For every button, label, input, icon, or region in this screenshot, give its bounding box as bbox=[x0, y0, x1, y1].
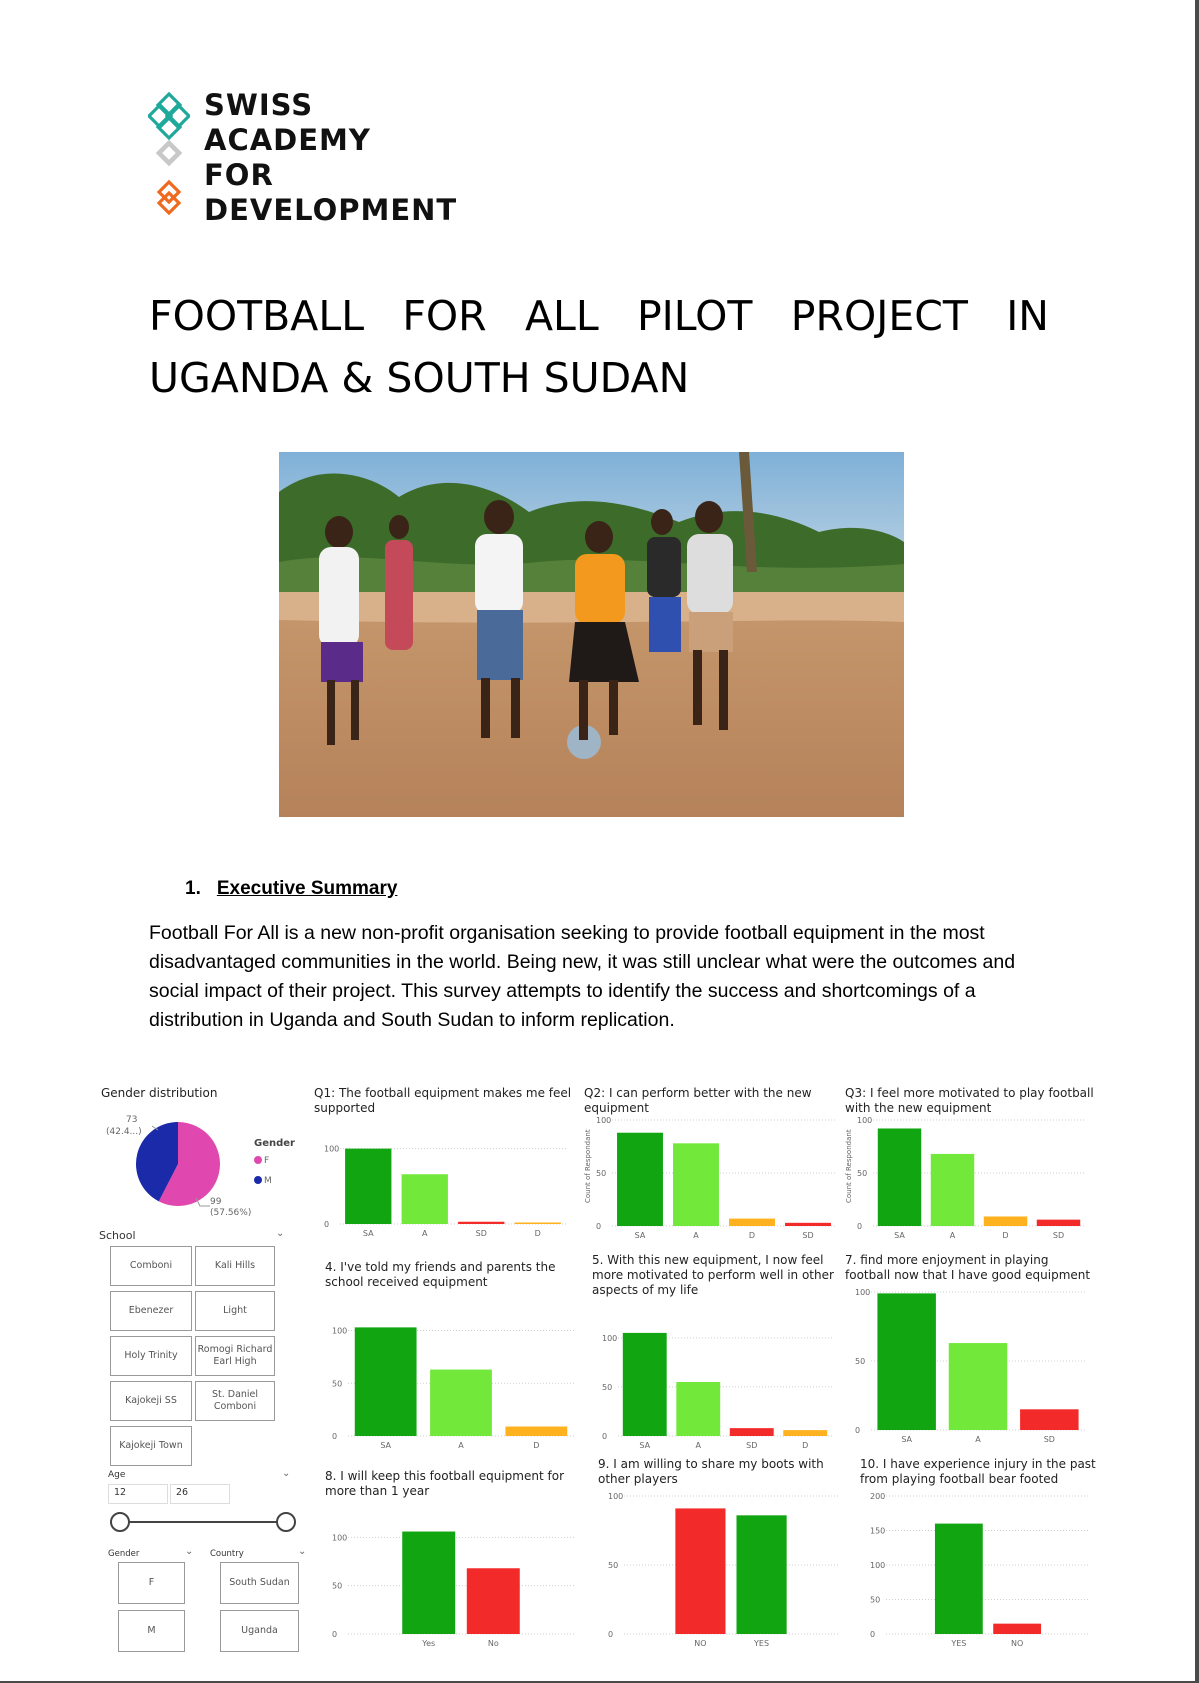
x-tick-label: NO bbox=[1011, 1639, 1024, 1648]
bar-no bbox=[675, 1508, 725, 1634]
y-tick-label: 100 bbox=[596, 1116, 612, 1125]
school-tile[interactable]: Kajokeji Town bbox=[110, 1426, 192, 1466]
y-tick-label: 100 bbox=[324, 1144, 340, 1154]
x-tick-label: SA bbox=[901, 1435, 913, 1444]
q3-chart-title: Q3: I feel more motivated to play football with the new equipment bbox=[845, 1086, 1094, 1115]
logo-line: DEVELOPMENT bbox=[204, 193, 458, 227]
y-tick-label: 100 bbox=[602, 1333, 618, 1343]
title-word: PILOT bbox=[636, 292, 753, 340]
title-word: IN bbox=[1006, 292, 1049, 340]
bar-d bbox=[729, 1219, 775, 1226]
q10-bar-chart bbox=[858, 1490, 1098, 1650]
q8-bar-chart bbox=[320, 1512, 582, 1650]
football-photo bbox=[279, 452, 904, 817]
pie-label-m-pct: (42.4...) bbox=[106, 1127, 142, 1137]
x-tick-label: SA bbox=[362, 1229, 374, 1238]
age-range-slider[interactable] bbox=[108, 1510, 298, 1534]
country-tile[interactable]: South Sudan bbox=[220, 1562, 299, 1604]
section-heading bbox=[185, 878, 397, 900]
pie-label-m-count: 73 bbox=[126, 1115, 138, 1125]
bar-yes bbox=[737, 1515, 787, 1634]
gender-pie-chart bbox=[100, 1108, 300, 1223]
bar-no bbox=[993, 1624, 1041, 1634]
logo-line: FOR bbox=[204, 158, 274, 192]
section-title: Executive Summary bbox=[216, 878, 398, 899]
y-axis-label: Count of Respondant bbox=[845, 1129, 853, 1203]
y-tick-label: 100 bbox=[870, 1561, 886, 1570]
y-tick-label: 0 bbox=[332, 1630, 338, 1639]
x-tick-label: A bbox=[949, 1231, 956, 1240]
x-tick-label: A bbox=[422, 1229, 428, 1238]
age-slicer-label: Age bbox=[108, 1470, 126, 1480]
x-tick-label: YES bbox=[754, 1639, 770, 1648]
x-tick-label: SD bbox=[802, 1231, 814, 1240]
pie-label-f-count: 99 bbox=[210, 1197, 222, 1207]
logo-line: ACADEMY bbox=[204, 123, 371, 157]
school-tile[interactable]: Romogi Richard Earl High bbox=[195, 1336, 275, 1376]
y-tick-label: 100 bbox=[855, 1288, 871, 1297]
y-tick-label: 100 bbox=[608, 1492, 624, 1501]
title-word: FOR bbox=[402, 292, 487, 340]
school-tile[interactable]: Kajokeji SS bbox=[110, 1381, 192, 1421]
chevron-down-icon[interactable]: ⌄ bbox=[185, 1546, 194, 1557]
y-tick-label: 0 bbox=[855, 1426, 861, 1435]
age-max-input[interactable]: 26 bbox=[170, 1484, 230, 1504]
q7-chart-title: 7. find more enjoyment in playing football now that I have good equipment bbox=[845, 1253, 1091, 1282]
x-tick-label: SD bbox=[1043, 1435, 1055, 1444]
x-tick-label: D bbox=[533, 1441, 540, 1450]
y-tick-label: 50 bbox=[608, 1561, 619, 1570]
y-tick-label: 50 bbox=[857, 1169, 868, 1178]
age-min-input[interactable]: 12 bbox=[108, 1484, 168, 1504]
q1-chart-title: Q1: The football equipment makes me feel supported bbox=[314, 1086, 572, 1115]
y-tick-label: 50 bbox=[596, 1169, 607, 1178]
bar-yes bbox=[935, 1524, 983, 1634]
x-tick-label: Yes bbox=[422, 1639, 436, 1648]
school-tile[interactable]: Comboni bbox=[110, 1246, 192, 1286]
x-tick-label: NO bbox=[694, 1639, 707, 1648]
bar-a bbox=[673, 1143, 719, 1226]
bar-sd bbox=[1037, 1220, 1080, 1226]
q2-bar-chart bbox=[582, 1114, 844, 1242]
chevron-down-icon[interactable]: ⌄ bbox=[298, 1546, 307, 1557]
x-tick-label: SA bbox=[634, 1231, 646, 1240]
x-tick-label: A bbox=[458, 1441, 464, 1450]
x-tick-label: D bbox=[748, 1231, 756, 1240]
bar-no bbox=[467, 1568, 520, 1634]
y-tick-label: 50 bbox=[855, 1357, 866, 1366]
bar-sd bbox=[1020, 1409, 1078, 1430]
legend-label-f: F bbox=[264, 1156, 270, 1166]
school-slicer-label: School bbox=[99, 1229, 136, 1242]
y-tick-label: 200 bbox=[870, 1492, 886, 1501]
y-axis-label: Count of Respondant bbox=[584, 1129, 592, 1203]
y-tick-label: 100 bbox=[332, 1326, 348, 1336]
q4-chart-title: 4. I've told my friends and parents the school received equipment bbox=[325, 1260, 556, 1289]
bar-sa bbox=[878, 1128, 921, 1226]
gender-tile[interactable]: M bbox=[118, 1610, 185, 1652]
x-tick-label: SA bbox=[380, 1441, 392, 1450]
legend-title: Gender bbox=[254, 1138, 295, 1149]
bar-d bbox=[515, 1222, 561, 1224]
y-tick-label: 0 bbox=[870, 1630, 876, 1639]
y-tick-label: 0 bbox=[608, 1630, 614, 1639]
chevron-down-icon[interactable]: ⌄ bbox=[276, 1228, 285, 1239]
q9-chart-title: 9. I am willing to share my boots with other players bbox=[598, 1457, 824, 1486]
q9-bar-chart bbox=[596, 1490, 846, 1650]
slider-handle-max[interactable] bbox=[277, 1513, 295, 1531]
school-tile[interactable]: Holy Trinity bbox=[110, 1336, 192, 1376]
x-tick-label: SA bbox=[639, 1441, 651, 1450]
q1-bar-chart bbox=[312, 1120, 574, 1240]
q5-bar-chart bbox=[590, 1322, 840, 1452]
bar-sa bbox=[623, 1333, 667, 1436]
y-tick-label: 100 bbox=[857, 1116, 873, 1125]
y-tick-label: 50 bbox=[870, 1595, 881, 1605]
y-tick-label: 150 bbox=[870, 1526, 886, 1536]
x-tick-label: D bbox=[802, 1441, 809, 1450]
q7-bar-chart bbox=[843, 1286, 1093, 1446]
title-line-1 bbox=[149, 285, 1049, 347]
country-slicer-label: Country bbox=[210, 1549, 244, 1559]
x-tick-label: SD bbox=[746, 1441, 758, 1450]
bar-d bbox=[505, 1427, 567, 1436]
q10-chart-title: 10. I have experience injury in the past from playing football bear footed bbox=[860, 1457, 1096, 1486]
bar-a bbox=[402, 1174, 448, 1224]
country-tile[interactable]: Uganda bbox=[220, 1610, 299, 1652]
q8-chart-title: 8. I will keep this football equipment for more than 1 year bbox=[325, 1469, 564, 1498]
q2-chart-title: Q2: I can perform better with the new equipment bbox=[584, 1086, 812, 1115]
y-tick-label: 0 bbox=[596, 1222, 602, 1231]
logo-mark-icon bbox=[148, 92, 190, 226]
x-tick-label: D bbox=[1002, 1231, 1009, 1240]
legend-swatch-m bbox=[254, 1176, 262, 1184]
y-tick-label: 50 bbox=[602, 1382, 613, 1392]
y-tick-label: 0 bbox=[332, 1432, 338, 1441]
section-number: 1. bbox=[185, 878, 201, 899]
x-tick-label: No bbox=[487, 1639, 499, 1648]
slider-handle-min[interactable] bbox=[111, 1513, 129, 1531]
school-tile[interactable]: St. Daniel Comboni bbox=[195, 1381, 275, 1421]
bar-sa bbox=[877, 1293, 935, 1430]
gender-chart-title: Gender distribution bbox=[101, 1086, 218, 1100]
pie-label-f-pct: (57.56%) bbox=[210, 1208, 252, 1218]
school-tile[interactable]: Ebenezer bbox=[110, 1291, 192, 1331]
y-tick-label: 50 bbox=[332, 1379, 343, 1389]
bar-sa bbox=[355, 1327, 417, 1436]
y-tick-label: 0 bbox=[602, 1432, 608, 1441]
bar-a bbox=[949, 1343, 1007, 1430]
bar-a bbox=[430, 1370, 492, 1436]
logo-text bbox=[204, 88, 457, 228]
x-tick-label: A bbox=[693, 1231, 699, 1240]
x-tick-label: A bbox=[695, 1441, 701, 1450]
y-tick-label: 50 bbox=[332, 1581, 343, 1591]
bar-sd bbox=[730, 1428, 774, 1436]
gender-slicer-label: Gender bbox=[108, 1549, 140, 1559]
title-word: ALL bbox=[524, 292, 599, 340]
bar-yes bbox=[402, 1532, 455, 1634]
q5-chart-title: 5. With this new equipment, I now feel more motivated to perform well in other aspects of my life bbox=[592, 1253, 834, 1297]
x-tick-label: SD bbox=[475, 1229, 487, 1238]
x-tick-label: YES bbox=[951, 1639, 967, 1648]
bar-d bbox=[984, 1216, 1027, 1226]
logo-line: SWISS bbox=[204, 88, 314, 122]
bar-sd bbox=[458, 1222, 504, 1224]
q3-bar-chart bbox=[843, 1114, 1093, 1242]
legend-swatch-f bbox=[254, 1156, 262, 1164]
title-word: PROJECT bbox=[790, 292, 968, 340]
title-line-2: UGANDA & SOUTH SUDAN bbox=[149, 354, 690, 402]
gender-tile[interactable]: F bbox=[118, 1562, 185, 1604]
school-tile[interactable]: Light bbox=[195, 1291, 275, 1331]
y-tick-label: 0 bbox=[324, 1220, 330, 1229]
q4-bar-chart bbox=[320, 1314, 582, 1452]
x-tick-label: A bbox=[975, 1435, 981, 1444]
school-tile[interactable]: Kali Hills bbox=[195, 1246, 275, 1286]
chevron-down-icon[interactable]: ⌄ bbox=[282, 1468, 291, 1479]
x-tick-label: SA bbox=[894, 1231, 905, 1240]
title-word: FOOTBALL bbox=[149, 292, 365, 340]
bar-a bbox=[676, 1382, 720, 1436]
y-tick-label: 0 bbox=[857, 1222, 863, 1231]
bar-sa bbox=[617, 1133, 663, 1226]
x-tick-label: SD bbox=[1052, 1231, 1065, 1240]
bar-d bbox=[783, 1430, 827, 1436]
legend-label-m: M bbox=[264, 1176, 272, 1186]
x-tick-label: D bbox=[534, 1229, 541, 1238]
summary-paragraph: Football For All is a new non-profit organisation seeking to provide football equipment in the most disadvantaged communities in the world. Being new, it was still unclear what were the outcomes and social impact of their project. This survey attempts to identify the success and shortcomings of a distribution in Uganda and South Sudan to inform replication. bbox=[149, 922, 1016, 1031]
bar-sd bbox=[785, 1223, 831, 1226]
page-title bbox=[149, 285, 1049, 409]
y-tick-label: 100 bbox=[332, 1533, 348, 1543]
bar-a bbox=[931, 1154, 974, 1226]
bar-sa bbox=[345, 1149, 391, 1224]
